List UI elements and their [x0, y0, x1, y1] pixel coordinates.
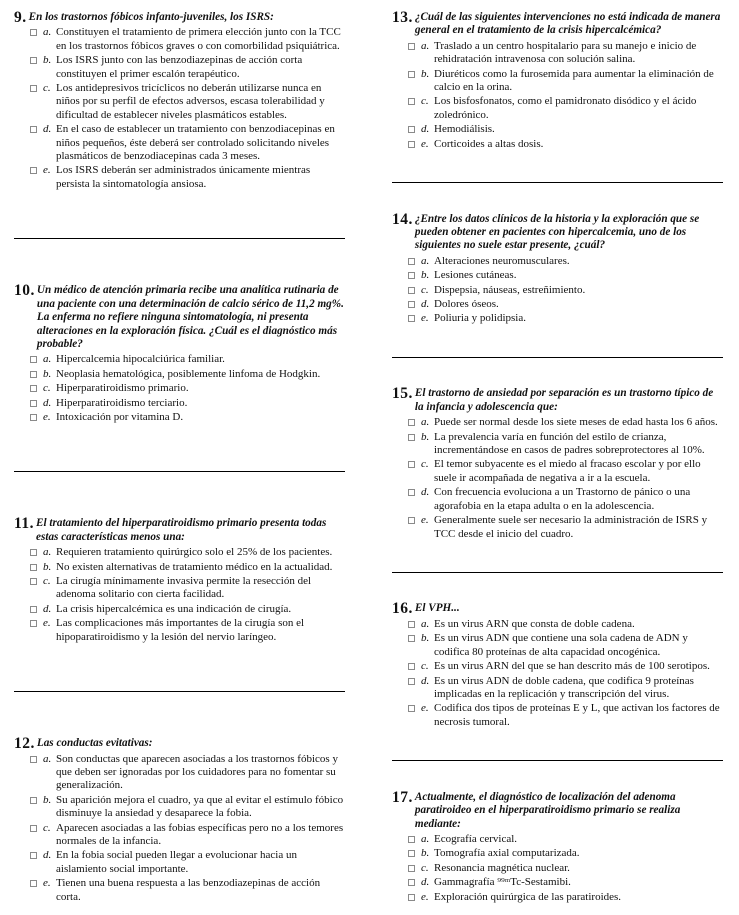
option-letter: a. [421, 254, 430, 267]
option-text: Puede ser normal desde los siete meses de edad hasta los 6 años. [434, 416, 718, 429]
question-number: 11. [14, 515, 35, 533]
option-letter: e. [421, 137, 429, 150]
option-letter: a. [421, 832, 430, 845]
option-letter: e. [421, 312, 429, 325]
option-letter: e. [421, 514, 429, 527]
option-text: Hemodiálisis. [434, 123, 495, 136]
answer-option[interactable] [408, 284, 723, 297]
option-text: La crisis hipercalcémica es una indicación de cirugía. [56, 602, 292, 615]
question-text: Las conductas evitativas: [36, 737, 153, 750]
answer-checkbox-icon[interactable] [30, 852, 37, 859]
answer-checkbox-icon[interactable] [408, 663, 415, 670]
answer-checkbox-icon[interactable] [30, 57, 37, 64]
options-list [30, 546, 345, 644]
question [392, 11, 723, 152]
answer-option[interactable] [408, 255, 723, 268]
option-letter: c. [43, 575, 51, 588]
answer-checkbox-icon[interactable] [408, 71, 415, 78]
answer-checkbox-icon[interactable] [408, 461, 415, 468]
question-header [392, 600, 723, 618]
answer-checkbox-icon[interactable] [30, 880, 37, 887]
answer-option[interactable] [408, 618, 723, 631]
question [392, 602, 723, 730]
option-letter: e. [421, 890, 429, 903]
option-letter: b. [421, 430, 430, 443]
answer-checkbox-icon[interactable] [30, 85, 37, 92]
question [392, 788, 723, 905]
option-letter: a. [43, 752, 52, 765]
question-divider [392, 357, 723, 358]
option-text: La prevalencia varía en función del estilo de crianza, incrementándose en casos de padres sobreprotectores al 10%. [434, 430, 705, 457]
answer-checkbox-icon[interactable] [30, 578, 37, 585]
option-text: Son conductas que aparecen asociadas a los trastornos fóbicos y que deben ser ignoradas por los cuidadores para no fomentar su generalización. [56, 752, 338, 792]
answer-option[interactable] [30, 603, 345, 616]
answer-option[interactable] [408, 138, 723, 151]
answer-option[interactable] [408, 95, 723, 122]
option-text: Aparecen asociadas a las fobias específicas pero no a los temores normales de la infancia. [56, 821, 344, 847]
option-letter: d. [421, 486, 430, 499]
question-header [14, 11, 345, 24]
option-text: Los bisfosfonatos, como el pamidronato disódico y el ácido zoledrónico. [434, 95, 697, 121]
question-header [392, 788, 723, 831]
question [14, 517, 345, 645]
question-number: 10. [14, 282, 35, 300]
option-text: El temor subyacente es el miedo al fracaso escolar y por ello suele ir acompañada de negativa a ir a la escuela. [434, 458, 701, 484]
option-letter: c. [421, 660, 429, 673]
options-list [408, 255, 723, 326]
answer-option[interactable] [30, 575, 345, 602]
option-letter: a. [421, 617, 430, 630]
options-list [408, 618, 723, 729]
answer-checkbox-icon[interactable] [408, 272, 415, 279]
answer-checkbox-icon[interactable] [408, 419, 415, 426]
answer-checkbox-icon[interactable] [30, 825, 37, 832]
option-letter: d. [421, 876, 430, 889]
option-text: Es un virus ARN del que se han descrito más de 100 serotipos. [434, 660, 710, 673]
option-letter: a. [43, 546, 52, 559]
option-text: En el caso de establecer un tratamiento con benzodiacepinas en niños pequeños, éste deberá ser controlado solicitando niveles plasmáticos de benzodiacepinas cada 3 meses. [56, 123, 335, 163]
option-letter: c. [43, 82, 51, 95]
options-list [30, 26, 345, 191]
answer-checkbox-icon[interactable] [408, 865, 415, 872]
option-letter: e. [43, 617, 51, 630]
answer-checkbox-icon[interactable] [408, 894, 415, 901]
answer-option[interactable] [30, 164, 345, 191]
option-text: Intoxicación por vitamina D. [56, 410, 184, 423]
option-letter: b. [421, 632, 430, 645]
answer-option[interactable] [30, 877, 345, 904]
answer-option[interactable] [408, 632, 723, 659]
options-list [30, 753, 345, 904]
answer-checkbox-icon[interactable] [30, 126, 37, 133]
answer-option[interactable] [408, 269, 723, 282]
answer-option[interactable] [30, 411, 345, 424]
answer-option[interactable] [408, 702, 723, 729]
option-letter: a. [43, 353, 52, 366]
question-number: 9. [14, 9, 27, 26]
question-divider [14, 238, 345, 239]
answer-checkbox-icon[interactable] [30, 29, 37, 36]
option-text: Es un virus ADN de doble cadena, que codifica 9 proteínas implicadas en la replicación y transcripción del virus. [434, 674, 694, 700]
answer-option[interactable] [408, 514, 723, 541]
answer-checkbox-icon[interactable] [30, 371, 37, 378]
option-text: Requieren tratamiento quirúrgico solo el 25% de los pacientes. [56, 546, 333, 559]
option-text: Resonancia magnética nuclear. [434, 861, 570, 874]
answer-checkbox-icon[interactable] [30, 385, 37, 392]
option-letter: d. [421, 123, 430, 136]
question-divider [14, 691, 345, 692]
option-text: Hipercalcemia hipocalciúrica familiar. [56, 353, 225, 366]
question-text: El VPH... [414, 602, 460, 615]
option-letter: c. [421, 458, 429, 471]
answer-option[interactable] [30, 82, 345, 122]
answer-option[interactable] [30, 794, 345, 821]
question-divider [14, 471, 345, 472]
option-letter: a. [43, 26, 52, 39]
answer-option[interactable] [30, 561, 345, 574]
option-text: En la fobia social pueden llegar a evolucionar hacia un aislamiento social importante. [56, 849, 297, 875]
left-column [14, 11, 345, 905]
answer-checkbox-icon[interactable] [408, 705, 415, 712]
answer-option[interactable] [30, 397, 345, 410]
option-text: Codifica dos tipos de proteínas E y L, que activan los factores de necrosis tumoral. [434, 702, 720, 728]
option-text: Exploración quirúrgica de las paratiroides. [434, 890, 622, 903]
question-header [14, 735, 345, 753]
option-text: Traslado a un centro hospitalario para su manejo e inicio de rehidratación intravenosa con solución salina. [434, 39, 697, 66]
option-letter: d. [43, 123, 52, 136]
option-letter: e. [43, 877, 51, 890]
answer-option[interactable] [408, 68, 723, 95]
option-letter: a. [421, 416, 430, 429]
option-letter: a. [421, 39, 430, 52]
answer-checkbox-icon[interactable] [30, 606, 37, 613]
question-divider [392, 572, 723, 573]
question [14, 284, 345, 425]
answer-option[interactable] [30, 26, 345, 53]
option-letter: c. [43, 382, 51, 395]
option-text: Tomografía axial computarizada. [434, 847, 580, 860]
answer-checkbox-icon[interactable] [30, 797, 37, 804]
option-text: Es un virus ADN que contiene una sola cadena de ADN y codifica 80 proteínas de alta capacidad oncogénica. [434, 632, 688, 658]
answer-option[interactable] [408, 876, 723, 889]
question-number: 12. [14, 735, 35, 753]
question [392, 387, 723, 541]
question-text: El trastorno de ansiedad por separación es un trastorno típico de la infancia y adolescencia que: [414, 387, 714, 413]
options-list [30, 353, 345, 424]
right-column [392, 11, 723, 905]
option-letter: e. [43, 410, 51, 423]
answer-checkbox-icon[interactable] [408, 98, 415, 105]
options-list [408, 833, 723, 904]
option-text: Los antidepresivos tricíclicos no deberán utilizarse nunca en niños por su perfil de efectos adversos, escasa tolerabilidad y dificultad de establecer niveles plasmáticos estables. [56, 82, 325, 121]
answer-option[interactable] [408, 660, 723, 673]
answer-checkbox-icon[interactable] [30, 167, 37, 174]
answer-checkbox-icon[interactable] [408, 850, 415, 857]
option-letter: c. [421, 283, 429, 296]
question [14, 11, 345, 192]
answer-checkbox-icon[interactable] [408, 126, 415, 133]
answer-option[interactable] [408, 40, 723, 67]
option-text: Neoplasia hematológica, posiblemente linfoma de Hodgkin. [56, 367, 321, 380]
option-letter: c. [421, 861, 429, 874]
answer-checkbox-icon[interactable] [408, 43, 415, 50]
option-text: Las complicaciones más importantes de la cirugía son el hipoparatiroidismo y la lesión del nervio laríngeo. [56, 617, 305, 643]
question-text: El tratamiento del hiperparatiroidismo primario presenta todas estas características menos una: [36, 517, 327, 543]
answer-checkbox-icon[interactable] [30, 620, 37, 627]
option-text: Diuréticos como la furosemida para aumentar la eliminación de calcio en la orina. [434, 67, 714, 94]
option-letter: b. [43, 793, 52, 806]
option-letter: e. [421, 702, 429, 715]
answer-checkbox-icon[interactable] [408, 287, 415, 294]
answer-option[interactable] [30, 382, 345, 395]
answer-option[interactable] [408, 431, 723, 458]
question-header [14, 284, 345, 351]
answer-option[interactable] [408, 458, 723, 485]
option-letter: b. [421, 269, 430, 282]
question-divider [392, 760, 723, 761]
option-letter: b. [43, 54, 52, 67]
answer-checkbox-icon[interactable] [30, 356, 37, 363]
answer-option[interactable] [30, 753, 345, 793]
option-letter: c. [43, 821, 51, 834]
option-text: Generalmente suele ser necesario la administración de ISRS y TCC desde el inicio del cuadro. [434, 514, 708, 540]
answer-checkbox-icon[interactable] [408, 836, 415, 843]
answer-checkbox-icon[interactable] [408, 141, 415, 148]
option-text: Su aparición mejora el cuadro, ya que al evitar el estímulo fóbico disminuye la ansiedad y desaparece la fobia. [56, 793, 344, 820]
question-number: 15. [392, 385, 413, 403]
answer-option[interactable] [408, 416, 723, 429]
option-letter: d. [43, 396, 52, 409]
answer-option[interactable] [408, 862, 723, 875]
answer-checkbox-icon[interactable] [408, 315, 415, 322]
answer-option[interactable] [408, 891, 723, 904]
answer-option[interactable] [30, 822, 345, 849]
two-column-layout [14, 11, 723, 905]
option-text: Hiperparatiroidismo primario. [56, 382, 189, 395]
option-letter: d. [43, 849, 52, 862]
answer-option[interactable] [30, 617, 345, 644]
answer-option[interactable] [408, 675, 723, 702]
option-text: Los ISRS deberán ser administrados únicamente mientras persista la sintomatología ansiosa. [56, 164, 311, 190]
answer-option[interactable] [408, 833, 723, 846]
question-text: ¿Entre los datos clínicos de la historia y la exploración que se pueden obtener en pacientes con hipercalcemia, uno de los siguientes no suele estar presente, ¿cuál? [414, 212, 700, 252]
answer-checkbox-icon[interactable] [30, 400, 37, 407]
question-text: Un médico de atención primaria recibe una analítica rutinaria de una paciente con una determinación de calcio sérico de 11,2 mg%. La enferma no refiere ninguna sintomatología, ni presenta alteraciones en la exploración física. ¿Cuál es el diagnóstico más probable? [36, 284, 344, 350]
question-number: 14. [392, 210, 413, 228]
option-letter: d. [421, 674, 430, 687]
answer-checkbox-icon[interactable] [408, 678, 415, 685]
answer-option[interactable] [30, 54, 345, 81]
option-text: Es un virus ARN que consta de doble cadena. [434, 617, 635, 630]
answer-option[interactable] [408, 312, 723, 325]
option-text: La cirugía mínimamente invasiva permite la resección del adenoma solitario con cierta facilidad. [56, 575, 312, 601]
question-header [14, 517, 345, 544]
answer-checkbox-icon[interactable] [408, 489, 415, 496]
option-letter: e. [43, 164, 51, 177]
options-list [408, 40, 723, 151]
answer-checkbox-icon[interactable] [408, 258, 415, 265]
option-letter: c. [421, 95, 429, 108]
option-text: Corticoides a altas dosis. [434, 137, 544, 150]
answer-checkbox-icon[interactable] [408, 301, 415, 308]
answer-option[interactable] [30, 546, 345, 559]
question-number: 17. [392, 788, 413, 806]
answer-option[interactable] [30, 849, 345, 876]
question [14, 737, 345, 905]
question-number: 13. [392, 9, 413, 26]
option-text: Constituyen el tratamiento de primera elección junto con la TCC en los trastornos fóbicos graves o con comorbilidad psiquiátrica. [56, 26, 341, 52]
option-letter: b. [421, 67, 430, 80]
option-letter: b. [43, 367, 52, 380]
options-list [408, 416, 723, 541]
option-letter: d. [43, 602, 52, 615]
option-text: Dolores óseos. [434, 298, 499, 311]
answer-checkbox-icon[interactable] [408, 621, 415, 628]
answer-checkbox-icon[interactable] [30, 414, 37, 421]
question [392, 210, 723, 327]
answer-checkbox-icon[interactable] [408, 517, 415, 524]
option-text: Poliuria y polidipsia. [434, 312, 526, 325]
option-text: Ecografía cervical. [434, 832, 518, 845]
question-header [392, 11, 723, 38]
option-text: Dispepsia, náuseas, estreñimiento. [434, 283, 586, 296]
option-text: No existen alternativas de tratamiento médico en la actualidad. [56, 560, 333, 573]
option-text: Con frecuencia evoluciona a un Trastorno de pánico o una agorafobia en la etapa adulta o en la adolescencia. [434, 486, 691, 512]
question-header [392, 387, 723, 414]
answer-checkbox-icon[interactable] [30, 549, 37, 556]
question-text: ¿Cuál de las siguientes intervenciones no está indicada de manera general en el tratamiento de la crisis hipercalcémica? [414, 11, 721, 37]
answer-checkbox-icon[interactable] [408, 879, 415, 886]
answer-option[interactable] [30, 353, 345, 366]
option-letter: b. [421, 847, 430, 860]
answer-option[interactable] [408, 486, 723, 513]
answer-option[interactable] [30, 123, 345, 163]
option-letter: d. [421, 298, 430, 311]
answer-checkbox-icon[interactable] [30, 756, 37, 763]
option-text: Lesiones cutáneas. [434, 269, 517, 282]
question-number: 16. [392, 600, 413, 618]
answer-option[interactable] [30, 368, 345, 381]
answer-checkbox-icon[interactable] [408, 635, 415, 642]
question-divider [392, 182, 723, 183]
question-text: Actualmente, el diagnóstico de localización del adenoma paratiroideo en el hiperparatiroidismo primario se realiza mediante: [414, 790, 681, 830]
option-text: Tienen una buena respuesta a las benzodiazepinas de acción corta. [56, 877, 321, 903]
answer-checkbox-icon[interactable] [408, 434, 415, 441]
answer-checkbox-icon[interactable] [30, 564, 37, 571]
option-text: Alteraciones neuromusculares. [434, 254, 570, 267]
answer-option[interactable] [408, 123, 723, 136]
option-text: Los ISRS junto con las benzodiazepinas de acción corta constituyen el primer escalón terapéutico. [56, 54, 303, 80]
option-text: Hiperparatiroidismo terciario. [56, 396, 188, 409]
answer-option[interactable] [408, 298, 723, 311]
question-text: En los trastornos fóbicos infanto-juveniles, los ISRS: [28, 11, 274, 23]
question-header [392, 210, 723, 253]
option-text: Gammagrafía ⁹⁹ᵐTc-Sestamibi. [434, 876, 571, 889]
answer-option[interactable] [408, 847, 723, 860]
option-letter: b. [43, 560, 52, 573]
